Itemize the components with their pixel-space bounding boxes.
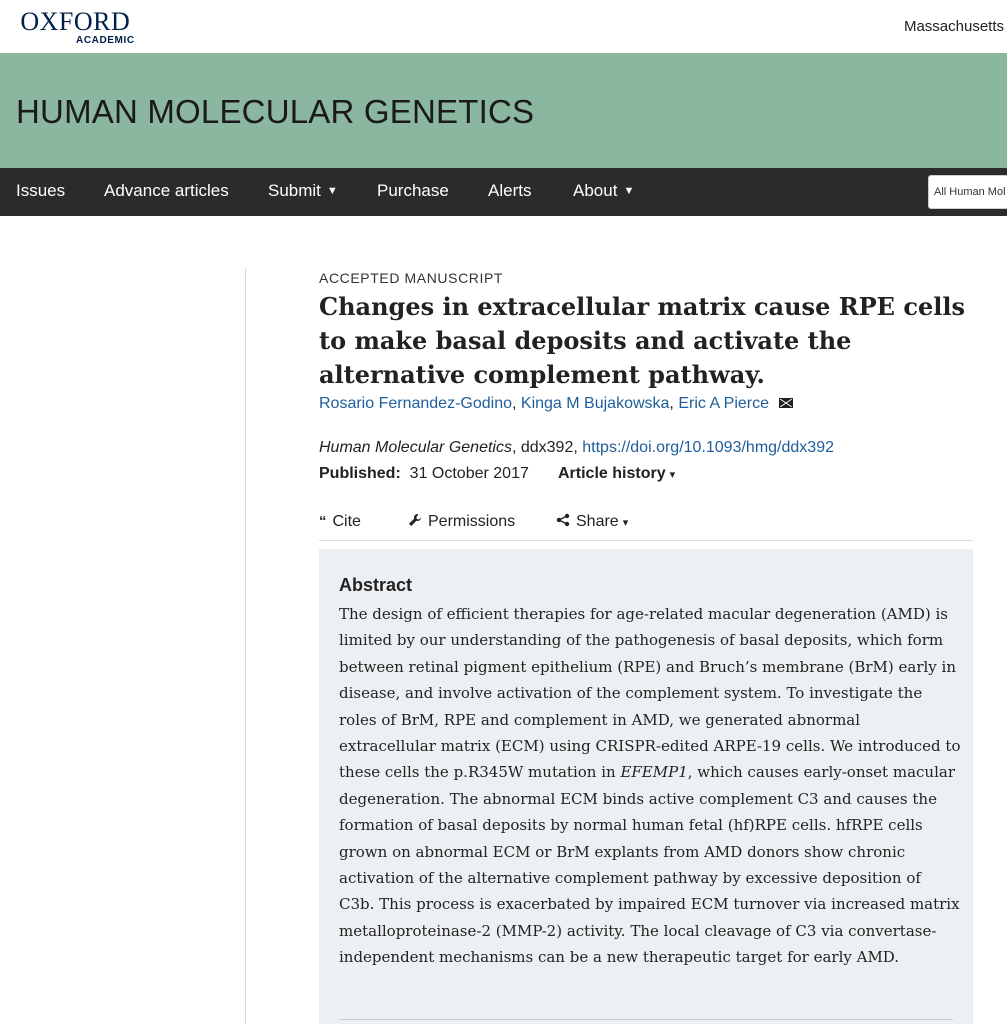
nav-item-submit[interactable] — [268, 168, 338, 216]
author-link[interactable]: Kinga M Bujakowska — [520, 395, 670, 412]
search-scope-select[interactable]: All Human Mol — [928, 175, 1007, 209]
share-icon — [556, 513, 570, 527]
article-id: , ddx392, — [511, 439, 583, 456]
nav-item-advance-articles[interactable] — [104, 168, 229, 216]
nav-item-label: Alerts — [488, 181, 532, 200]
caret-down-icon: ▼ — [623, 185, 635, 197]
abstract-section — [319, 549, 973, 1024]
nav-item-issues[interactable] — [16, 168, 65, 216]
author-separator: , — [669, 395, 674, 412]
abstract-text — [339, 601, 961, 971]
share-label: Share — [576, 513, 619, 530]
nav-item-label: Issues — [16, 181, 66, 200]
nav-item-label: Advance articles — [104, 181, 229, 200]
institution-name[interactable]: Massachusetts — [903, 18, 1004, 35]
article-tools — [319, 513, 973, 541]
quote-icon: “ — [319, 513, 327, 530]
author-link[interactable]: Rosario Fernandez-Godino — [319, 395, 512, 412]
author-link[interactable]: Eric A Pierce — [678, 395, 770, 412]
nav-item-label: About — [573, 181, 618, 200]
nav-item-purchase[interactable] — [377, 168, 449, 216]
oxford-academic-logo[interactable] — [16, 9, 135, 46]
cite-label: Cite — [332, 513, 361, 530]
author-list — [319, 395, 793, 413]
abstract-text-part: , which causes early-onset macular degeneration. The abnormal ECM binds active complement C3 and causes the formation of basal deposits by normal human fetal (hf)RPE cells. hfRPE cells grown on abnormal ECM or BrM explants from AMD donors show chronic activation of the alternative complement pathway by excessive deposition of C3b. This process is exacerbated by impaired ECM turnover via increased matrix metalloproteinase-2 (MMP-2) activity. The local cleavage of C3 via convertase-independent mechanisms can be a new therapeutic target for early AMD. — [339, 763, 960, 967]
article-history-toggle[interactable] — [558, 465, 675, 483]
nav-item-about[interactable] — [573, 168, 634, 216]
journal-name: Human Molecular Genetics — [319, 439, 512, 456]
main-nav — [0, 168, 1007, 216]
wrench-icon — [408, 513, 422, 527]
nav-item-alerts[interactable] — [488, 168, 531, 216]
abstract-divider — [339, 1019, 953, 1020]
article-type-label: ACCEPTED MANUSCRIPT — [319, 270, 504, 286]
nav-item-label: Purchase — [377, 181, 449, 200]
published-label: Published: — [319, 465, 401, 482]
doi-link[interactable]: https://doi.org/10.1093/hmg/ddx392 — [582, 439, 834, 456]
email-icon[interactable] — [779, 398, 793, 408]
cite-button[interactable] — [319, 513, 361, 531]
journal-title[interactable]: HUMAN MOLECULAR GENETICS — [16, 93, 535, 130]
left-rail-divider — [245, 268, 246, 1024]
abstract-heading: Abstract — [339, 575, 413, 595]
logo-main-text: OXFORD — [20, 7, 131, 36]
gene-name: EFEMP1 — [620, 763, 688, 782]
caret-down-icon: ▾ — [669, 469, 676, 481]
published-date: 31 October 2017 — [409, 465, 529, 482]
share-button[interactable] — [556, 513, 628, 531]
logo-sub-text: ACADEMIC — [76, 35, 135, 46]
author-separator: , — [512, 395, 517, 412]
permissions-button[interactable] — [408, 513, 515, 531]
caret-down-icon: ▾ — [622, 517, 629, 529]
published-row — [319, 465, 529, 483]
nav-item-label: Submit — [268, 181, 321, 200]
permissions-label: Permissions — [428, 513, 516, 530]
citation-line — [319, 439, 834, 457]
caret-down-icon: ▼ — [326, 185, 338, 197]
journal-banner — [0, 53, 1007, 168]
article-history-label: Article history — [558, 465, 666, 482]
top-bar — [0, 0, 1007, 53]
abstract-text-part: The design of efficient therapies for age-related macular degeneration (AMD) is limited by our understanding of the pathogenesis of basal deposits, which form between retinal pigment epithelium (RPE) and Bruch’s membrane (BrM) early in disease, and involve activation of the complement system. To investigate the roles of BrM, RPE and complement in AMD, we generated abnormal extracellular matrix (ECM) using CRISPR-edited ARPE-19 cells. We introduced to these cells the p.R345W mutation in — [339, 605, 961, 782]
article-title: Changes in extracellular matrix cause RPE cells to make basal deposits and activate the alternative complement pathway. — [319, 292, 965, 389]
